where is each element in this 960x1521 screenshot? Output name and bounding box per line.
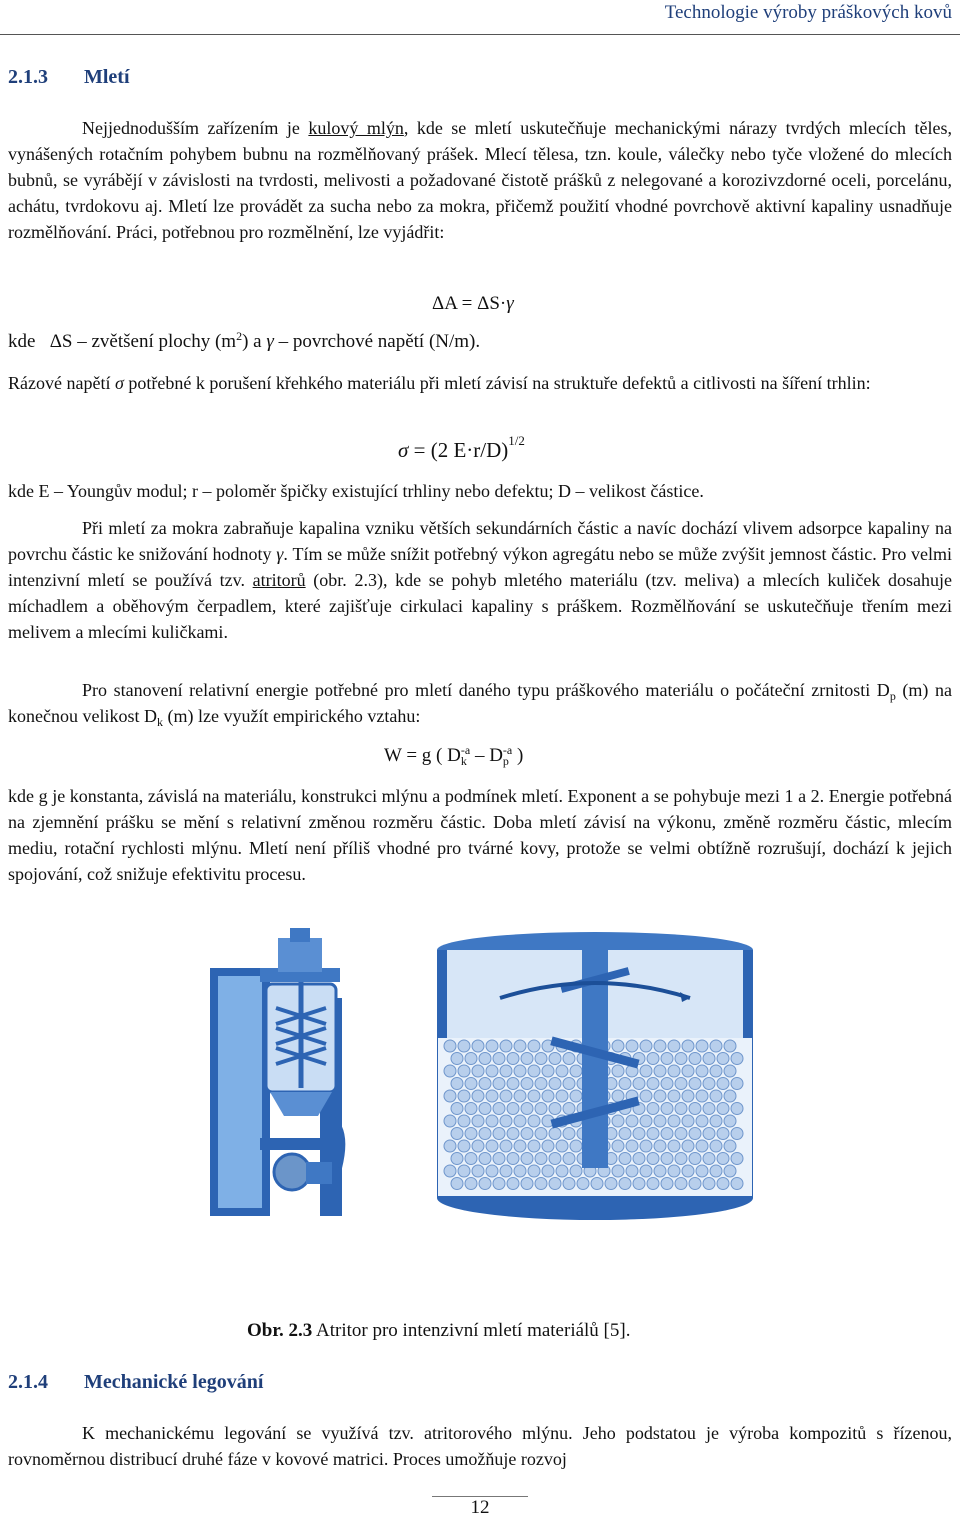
grinding-ball — [703, 1153, 715, 1165]
atritoru-link[interactable]: atritorů — [252, 570, 306, 590]
grinding-ball — [493, 1153, 505, 1165]
grinding-ball — [668, 1140, 680, 1152]
grinding-ball — [458, 1115, 470, 1127]
grinding-ball — [507, 1078, 519, 1090]
grinding-ball — [465, 1078, 477, 1090]
grinding-ball — [675, 1053, 687, 1065]
grinding-ball — [605, 1178, 617, 1190]
grinding-ball — [451, 1053, 463, 1065]
grinding-ball — [682, 1065, 694, 1077]
section-number: 2.1.3 — [8, 66, 48, 88]
grinding-ball — [647, 1103, 659, 1115]
grinding-ball — [661, 1103, 673, 1115]
grinding-ball — [710, 1065, 722, 1077]
grinding-ball — [458, 1140, 470, 1152]
where-clause-1: kde ΔS – zvětšení plochy $(m^2)$ a γ – povrchové napětí (N/m). — [8, 329, 481, 352]
attritor-figure — [200, 928, 760, 1228]
grinding-ball — [682, 1165, 694, 1177]
grinding-ball — [703, 1078, 715, 1090]
grinding-ball — [591, 1178, 603, 1190]
grinding-ball — [689, 1078, 701, 1090]
grinding-ball — [640, 1065, 652, 1077]
grinding-ball — [675, 1078, 687, 1090]
grinding-ball — [612, 1040, 624, 1052]
grinding-ball — [535, 1078, 547, 1090]
grinding-ball — [465, 1153, 477, 1165]
grinding-ball — [521, 1053, 533, 1065]
grinding-ball — [689, 1128, 701, 1140]
grinding-ball — [472, 1115, 484, 1127]
grinding-ball — [500, 1115, 512, 1127]
grinding-ball — [472, 1140, 484, 1152]
grinding-ball — [731, 1053, 743, 1065]
grinding-ball — [570, 1090, 582, 1102]
grinding-ball — [724, 1165, 736, 1177]
grinding-ball — [640, 1090, 652, 1102]
grinding-ball — [654, 1140, 666, 1152]
grinding-ball — [696, 1115, 708, 1127]
grinding-ball — [612, 1140, 624, 1152]
grinding-ball — [696, 1165, 708, 1177]
grinding-ball — [507, 1053, 519, 1065]
grinding-ball — [472, 1040, 484, 1052]
grinding-ball — [626, 1115, 638, 1127]
grinding-ball — [556, 1140, 568, 1152]
grinding-ball — [668, 1090, 680, 1102]
grinding-ball — [717, 1078, 729, 1090]
grinding-ball — [731, 1103, 743, 1115]
grinding-ball — [486, 1065, 498, 1077]
grinding-ball — [668, 1165, 680, 1177]
grinding-ball — [647, 1128, 659, 1140]
grinding-ball — [444, 1165, 456, 1177]
grinding-ball — [668, 1115, 680, 1127]
grinding-ball — [535, 1178, 547, 1190]
grinding-ball — [549, 1153, 561, 1165]
grinding-ball — [528, 1090, 540, 1102]
grinding-ball — [451, 1153, 463, 1165]
grinding-ball — [451, 1103, 463, 1115]
paragraph-2: Rázové napětí σ potřebné k porušení křehkého materiálu při mletí závisí na struktuře defektů a citlivosti na šíření trhlin: — [8, 373, 871, 393]
grinding-ball — [724, 1065, 736, 1077]
grinding-ball — [724, 1115, 736, 1127]
running-header: Technologie výroby práškových kovů — [664, 2, 952, 23]
grinding-ball — [556, 1090, 568, 1102]
grinding-ball — [465, 1103, 477, 1115]
grinding-ball — [731, 1078, 743, 1090]
grinding-ball — [500, 1065, 512, 1077]
grinding-ball — [661, 1053, 673, 1065]
grinding-ball — [500, 1040, 512, 1052]
grinding-ball — [710, 1115, 722, 1127]
grinding-ball — [528, 1140, 540, 1152]
kulovy-mlyn-link[interactable]: kulový mlýn — [308, 118, 404, 138]
grinding-ball — [500, 1140, 512, 1152]
grinding-ball — [570, 1165, 582, 1177]
grinding-ball — [549, 1178, 561, 1190]
grinding-ball — [500, 1090, 512, 1102]
grinding-ball — [647, 1178, 659, 1190]
grinding-ball — [654, 1090, 666, 1102]
grinding-ball — [472, 1090, 484, 1102]
grinding-ball — [710, 1165, 722, 1177]
grinding-ball — [556, 1065, 568, 1077]
caption-label: Obr. 2.3 — [247, 1320, 313, 1341]
grinding-ball — [717, 1053, 729, 1065]
grinding-ball — [710, 1140, 722, 1152]
grinding-ball — [689, 1053, 701, 1065]
grinding-ball — [563, 1178, 575, 1190]
grinding-ball — [451, 1178, 463, 1190]
grinding-ball — [507, 1128, 519, 1140]
grinding-ball — [703, 1103, 715, 1115]
grinding-ball — [724, 1090, 736, 1102]
paragraph-1: Nejjednodušším zařízením je kulový mlýn, kde se mletí uskutečňuje mechanickými nárazy tvrdých mlecích těles, vynášených rotačním pohybem bubnu na rozmělňovaný prášek. Mlecí tělesa, tzn. koule, válečky nebo tyče vložené do mlecích bubnů, se vyrábějí v závislosti na tvrdosti, melivosti a požadované čistotě prášků z nelegované a korozivzdorné oceli, porcelánu, achátu, tvrdokovu aj. Mletí lze provádět za sucha nebo za mokra, přičemž použití vhodné povrchově aktivní kapaliny usnadňuje rozmělňování. Práci, potřebnou pro rozmělnění, lze vyjádřit: — [8, 118, 952, 242]
equation-stress: σ = (2 E·r/D)$^{1/2}$ — [398, 433, 525, 462]
grinding-ball — [479, 1053, 491, 1065]
grinding-ball — [570, 1065, 582, 1077]
grinding-ball — [486, 1140, 498, 1152]
grinding-ball — [521, 1103, 533, 1115]
grinding-ball — [514, 1115, 526, 1127]
grinding-ball — [626, 1040, 638, 1052]
grinding-ball — [717, 1128, 729, 1140]
grinding-ball — [710, 1090, 722, 1102]
grinding-ball — [640, 1040, 652, 1052]
grinding-ball — [458, 1040, 470, 1052]
grinding-ball — [444, 1065, 456, 1077]
grinding-ball — [717, 1153, 729, 1165]
grinding-ball — [486, 1115, 498, 1127]
grinding-ball — [451, 1128, 463, 1140]
grinding-ball — [626, 1140, 638, 1152]
where-clause-2: kde E – Youngův modul; r – poloměr špičky existující trhliny nebo defektu; D – velikost částice. — [8, 481, 704, 501]
grinding-ball — [479, 1078, 491, 1090]
grinding-ball — [675, 1178, 687, 1190]
grinding-ball — [521, 1153, 533, 1165]
grinding-ball — [514, 1140, 526, 1152]
grinding-ball — [689, 1178, 701, 1190]
grinding-ball — [514, 1065, 526, 1077]
grinding-ball — [682, 1090, 694, 1102]
grinding-ball — [458, 1065, 470, 1077]
grinding-ball — [493, 1178, 505, 1190]
grinding-ball — [668, 1040, 680, 1052]
grinding-ball — [696, 1065, 708, 1077]
grinding-ball — [675, 1153, 687, 1165]
grinding-ball — [619, 1178, 631, 1190]
grinding-ball — [493, 1053, 505, 1065]
grinding-ball — [549, 1103, 561, 1115]
grinding-ball — [549, 1053, 561, 1065]
grinding-ball — [612, 1090, 624, 1102]
grinding-ball — [542, 1140, 554, 1152]
grinding-ball — [619, 1128, 631, 1140]
attritor-machine — [210, 928, 343, 1216]
grinding-ball — [535, 1103, 547, 1115]
grinding-ball — [612, 1165, 624, 1177]
grinding-ball — [528, 1165, 540, 1177]
grinding-ball — [640, 1140, 652, 1152]
grinding-ball — [696, 1090, 708, 1102]
equation-work: ΔA = ΔS·γ — [432, 293, 514, 314]
grinding-ball — [654, 1115, 666, 1127]
page-number: 12 — [470, 1497, 490, 1518]
grinding-ball — [444, 1140, 456, 1152]
header-rule — [0, 34, 960, 35]
attritor-tank-cutaway — [437, 932, 753, 1220]
grinding-ball — [563, 1128, 575, 1140]
grinding-ball — [661, 1153, 673, 1165]
grinding-ball — [654, 1065, 666, 1077]
grinding-ball — [619, 1078, 631, 1090]
grinding-ball — [731, 1178, 743, 1190]
grinding-ball — [514, 1090, 526, 1102]
grinding-ball — [633, 1153, 645, 1165]
grinding-ball — [472, 1065, 484, 1077]
grinding-ball — [640, 1165, 652, 1177]
grinding-ball — [465, 1053, 477, 1065]
grinding-ball — [612, 1115, 624, 1127]
grinding-ball — [493, 1103, 505, 1115]
grinding-ball — [535, 1153, 547, 1165]
grinding-ball — [731, 1153, 743, 1165]
grinding-ball — [479, 1153, 491, 1165]
grinding-ball — [703, 1053, 715, 1065]
grinding-ball — [465, 1178, 477, 1190]
paragraph-6: K mechanickému legování se využívá tzv. atritorového mlýnu. Jeho podstatou je výroba kompozitů s řízenou, rovnoměrnou distribucí druhé fáze v kovové matrici. Proces umožňuje rozvoj — [8, 1423, 952, 1469]
grinding-ball — [542, 1165, 554, 1177]
grinding-ball — [696, 1040, 708, 1052]
grinding-ball — [661, 1078, 673, 1090]
grinding-ball — [479, 1128, 491, 1140]
paragraph-3: Při mletí za mokra zabraňuje kapalina vzniku větších sekundárních částic a navíc dochází vlivem adsorpce kapaliny na povrchu částic ke snižování hodnoty γ. Tím se může snížit potřebný výkon agregátu nebo se může zvýšit jemnost částic. Pro velmi intenzivní mletí se používá tzv. atritorů (obr. 2.3), kde se pohyb mletého materiálu (tzv. meliva) a mlecích kuliček dosahuje míchadlem a oběhovým čerpadlem, které zajišťuje cirkulaci kapaliny s práškem. Rozmělňování se uskutečňuje třením mezi melivem a mlecími kuličkami. — [8, 518, 952, 642]
section-heading-mechanicke-legovani — [8, 1369, 263, 1395]
grinding-ball — [654, 1040, 666, 1052]
grinding-ball — [633, 1178, 645, 1190]
grinding-ball — [507, 1153, 519, 1165]
grinding-ball — [479, 1103, 491, 1115]
grinding-ball — [444, 1090, 456, 1102]
grinding-ball — [689, 1103, 701, 1115]
grinding-ball — [458, 1165, 470, 1177]
grinding-ball — [577, 1178, 589, 1190]
grinding-ball — [535, 1128, 547, 1140]
grinding-ball — [521, 1078, 533, 1090]
grinding-ball — [563, 1053, 575, 1065]
grinding-ball — [682, 1040, 694, 1052]
grinding-ball — [472, 1165, 484, 1177]
grinding-ball — [444, 1040, 456, 1052]
grinding-ball — [528, 1065, 540, 1077]
grinding-ball — [500, 1165, 512, 1177]
grinding-ball — [647, 1153, 659, 1165]
grinding-ball — [724, 1040, 736, 1052]
grinding-ball — [647, 1078, 659, 1090]
grinding-ball — [514, 1040, 526, 1052]
grinding-ball — [682, 1115, 694, 1127]
grinding-ball — [640, 1115, 652, 1127]
grinding-ball — [703, 1178, 715, 1190]
grinding-ball — [689, 1153, 701, 1165]
grinding-ball — [626, 1165, 638, 1177]
caption-text: Atritor pro intenzivní mletí materiálů [5]. — [312, 1320, 631, 1341]
grinding-ball — [493, 1078, 505, 1090]
grinding-ball — [528, 1040, 540, 1052]
grinding-ball — [633, 1078, 645, 1090]
grinding-ball — [549, 1128, 561, 1140]
section-heading-mleti — [8, 64, 130, 90]
grinding-ball — [444, 1115, 456, 1127]
grinding-ball — [570, 1140, 582, 1152]
grinding-ball — [724, 1140, 736, 1152]
grinding-ball — [668, 1065, 680, 1077]
grinding-ball — [710, 1040, 722, 1052]
paragraph-4: Pro stanovení relativní energie potřebné pro mletí daného typu práškového materiálu o počáteční zrnitosti $D_p$ (m) na konečnou velikost $D_k$ (m) lze využít empirického vztahu: — [8, 680, 952, 729]
grinding-ball — [717, 1103, 729, 1115]
grinding-ball — [675, 1128, 687, 1140]
section-title: Mechanické legování — [84, 1371, 264, 1393]
paragraph-5: kde g je konstanta, závislá na materiálu, konstrukci mlýnu a podmínek mletí. Exponent a se pohybuje mezi 1 a 2. Energie potřebná na zjemnění prášku se mění s relativní změnou rozměru částic. Doba mletí závisí na výkonu, změně rozměru částic, mlecím mediu, rotační rychlosti mlýnu. Mletí není příliš vhodné pro tvárné kovy, protože se velmi obtížně rozrušují, dochází k jejich spojování, což snižuje efektivitu procesu. — [8, 786, 952, 884]
grinding-ball — [661, 1128, 673, 1140]
grinding-ball — [731, 1128, 743, 1140]
grinding-ball — [647, 1053, 659, 1065]
grinding-ball — [675, 1103, 687, 1115]
grinding-ball — [542, 1065, 554, 1077]
grinding-ball — [465, 1128, 477, 1140]
grinding-ball — [696, 1140, 708, 1152]
grinding-ball — [521, 1178, 533, 1190]
figure-caption — [247, 1318, 630, 1344]
section-title: Mletí — [84, 66, 130, 88]
equation-energy: W = g ( $D_k^{-a} - D_p^{-a}$ ) — [384, 743, 524, 768]
grinding-ball — [654, 1165, 666, 1177]
grinding-ball — [633, 1128, 645, 1140]
grinding-ball — [563, 1153, 575, 1165]
grinding-ball — [486, 1040, 498, 1052]
grinding-ball — [661, 1178, 673, 1190]
grinding-ball — [451, 1078, 463, 1090]
grinding-ball — [528, 1115, 540, 1127]
section-number: 2.1.4 — [8, 1371, 48, 1393]
grinding-ball — [556, 1165, 568, 1177]
grinding-ball — [619, 1153, 631, 1165]
grinding-ball — [563, 1078, 575, 1090]
grinding-ball — [486, 1165, 498, 1177]
grinding-ball — [458, 1090, 470, 1102]
grinding-ball — [507, 1103, 519, 1115]
grinding-ball — [535, 1053, 547, 1065]
grinding-ball — [486, 1090, 498, 1102]
grinding-ball — [514, 1165, 526, 1177]
grinding-ball — [521, 1128, 533, 1140]
grinding-ball — [542, 1090, 554, 1102]
grinding-ball — [493, 1128, 505, 1140]
grinding-ball — [703, 1128, 715, 1140]
grinding-ball — [612, 1065, 624, 1077]
grinding-ball — [717, 1178, 729, 1190]
grinding-ball — [563, 1103, 575, 1115]
grinding-ball — [479, 1178, 491, 1190]
grinding-ball — [507, 1178, 519, 1190]
grinding-ball — [549, 1078, 561, 1090]
grinding-ball — [682, 1140, 694, 1152]
